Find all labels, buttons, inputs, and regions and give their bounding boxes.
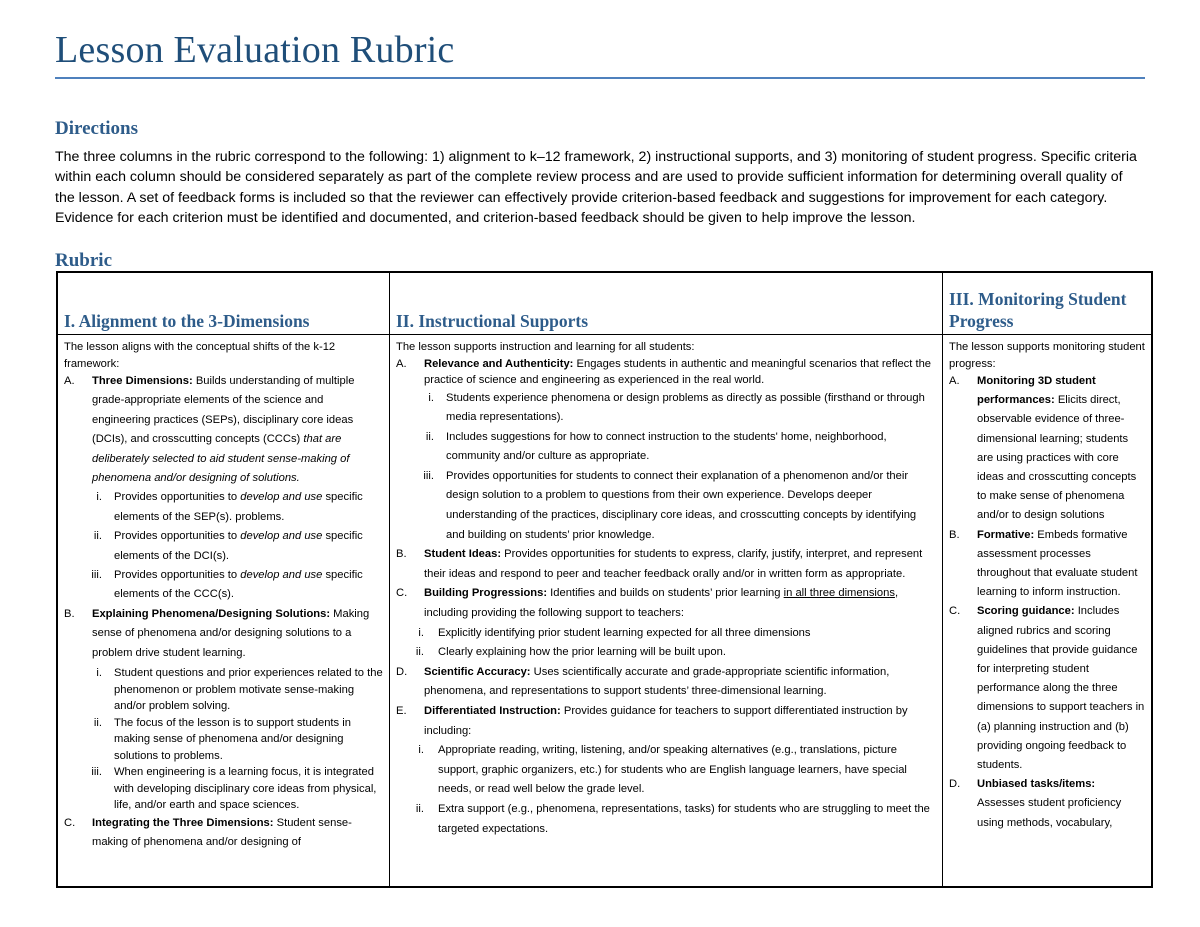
column-body [396, 339, 936, 886]
sub-emphasis: develop and use [240, 491, 323, 504]
criterion-marker: A. [64, 375, 75, 387]
sub-text: The focus of the lesson is to support students in making sense of phenomena and/or designing solutions to problems. [114, 716, 351, 762]
criterion-marker: A. [949, 375, 960, 387]
sub-criterion [64, 488, 383, 527]
criterion-title: Unbiased tasks/items: [977, 778, 1096, 791]
criterion-title: Relevance and Authenticity: [424, 357, 574, 370]
sub-criterion [64, 715, 383, 765]
criterion-marker: B. [396, 548, 407, 561]
sub-criterion [396, 428, 936, 467]
column-body [64, 339, 383, 886]
sub-text: Provides opportunities to [114, 530, 241, 543]
criterion-text: Includes aligned rubrics and scoring guidelines that provide guidance for interpreting student performance along the three dimensions to support teachers in (a) planning instruction and (b) providing ongoing feedback to students. [977, 605, 1145, 772]
criterion-marker: B. [64, 607, 75, 620]
sub-marker: i. [418, 626, 424, 639]
criterion-text: Assesses student proficiency using methods, vocabulary, [977, 797, 1122, 829]
sub-marker: ii. [93, 716, 102, 729]
sub-text: Student questions and prior experiences related to the phenomenon or problem motivate sense-making and/or problem solving. [114, 667, 383, 713]
criterion-marker: B. [949, 528, 960, 541]
sub-criterion [396, 741, 936, 800]
criterion-c [949, 602, 1145, 775]
sub-marker: ii. [415, 646, 424, 659]
sub-criterion [64, 665, 383, 715]
sub-emphasis: develop and use [240, 530, 323, 543]
criterion-title: Explaining Phenomena/Designing Solutions: [92, 607, 331, 620]
criterion-marker: C. [396, 587, 408, 600]
column-heading-instructional-supports: II. Instructional Supports [396, 311, 589, 331]
rubric-table [56, 271, 1153, 888]
sub-emphasis: develop and use [240, 569, 323, 582]
criterion-text: Engages students in authentic and meaningful scenarios that reflect the practice of science and engineering as experienced in the real world. [424, 357, 932, 386]
criterion-underlined-text: in all three dimensions [783, 587, 895, 600]
sub-marker: i. [96, 491, 102, 504]
criterion-title: Monitoring 3D student performances: [977, 375, 1096, 407]
criterion-title: Formative: [977, 528, 1035, 541]
criterion-text: Provides guidance for teachers to support differentiated instruction by including: [424, 705, 908, 737]
criterion-a [396, 356, 936, 389]
criterion-a [64, 372, 383, 488]
criterion-text: Provides opportunities for students to express, clarify, justify, interpret, and represent their ideas and respond to peer and teacher feedback orally and/or in written form as appropriate. [424, 548, 923, 580]
sub-marker: ii. [425, 430, 434, 443]
criterion-title: Integrating the Three Dimensions: [92, 816, 274, 829]
column-header [58, 273, 389, 335]
page-title: Lesson Evaluation Rubric [55, 29, 455, 71]
criterion-text: Embeds formative assessment processes throughout that evaluate student learning to inform instruction. [977, 528, 1138, 599]
criterion-title: Differentiated Instruction: [424, 705, 561, 717]
column-header [943, 273, 1151, 335]
criterion-c [396, 584, 936, 623]
column-intro: The lesson supports instruction and learning for all students: [396, 341, 695, 353]
sub-criterion [396, 800, 936, 839]
criterion-marker: C. [949, 605, 961, 618]
criterion-a [949, 372, 1145, 526]
sub-marker: ii. [415, 802, 424, 815]
criterion-marker: D. [949, 778, 961, 791]
criterion-title: Three Dimensions: [92, 375, 193, 387]
sub-text: Extra support (e.g., phenomena, representations, tasks) for students who are struggling to meet the targeted expectations. [438, 802, 930, 835]
sub-marker: ii. [93, 530, 102, 543]
criterion-d [949, 775, 1145, 833]
sub-marker: i. [428, 391, 434, 404]
criterion-text: Uses scientifically accurate and grade-appropriate scientific information, phenomena, and representations to support students’ three-dimensional learning. [424, 665, 890, 698]
criterion-c [64, 814, 383, 853]
column-intro: The lesson aligns with the conceptual shifts of the k-12 framework: [64, 341, 336, 370]
criterion-text: Identifies and builds on students’ prior learning [547, 587, 784, 600]
sub-marker: i. [418, 744, 424, 757]
column-body [949, 339, 1145, 886]
criterion-title: Building Progressions: [424, 587, 548, 600]
sub-text: Provides opportunities to [114, 569, 241, 582]
sub-text: Explicitly identifying prior student learning expected for all three dimensions [438, 626, 811, 639]
sub-text: When engineering is a learning focus, it is integrated with developing disciplinary core ideas from physical, life, and/or earth and space sciences. [114, 766, 377, 812]
criterion-title: Scientific Accuracy: [424, 665, 531, 678]
sub-text: Includes suggestions for how to connect instruction to the students' home, neighborhood, community and/or culture as appropriate. [446, 430, 887, 463]
criterion-marker: C. [64, 816, 76, 829]
criterion-marker: D. [396, 665, 408, 678]
criterion-text: Elicits direct, observable evidence of three-dimensional learning; students are using practices with core ideas and crosscutting concepts to make sense of phenomena and/or to design solutions [977, 394, 1137, 522]
criterion-text: Student sense-making of phenomena and/or designing of [92, 816, 352, 848]
criterion-title: Student Ideas: [424, 548, 502, 561]
sub-text: Provides opportunities to [114, 491, 241, 504]
sub-text: specific elements of the DCI(s). [114, 530, 363, 562]
sub-text: Appropriate reading, writing, listening, and/or speaking alternatives (e.g., translations, picture support, graphic organizers, etc.) for students who are English language learners, have special needs, or read well below the grade level. [438, 744, 907, 796]
sub-text: specific elements of the SEP(s). problems. [114, 491, 363, 523]
criterion-title: Scoring guidance: [977, 605, 1075, 618]
criterion-b [396, 545, 936, 584]
criterion-text: Making sense of phenomena and/or designing solutions to a problem drive student learning. [92, 607, 370, 659]
sub-marker: iii. [91, 766, 102, 779]
column-intro: The lesson supports monitoring student progress: [949, 341, 1145, 370]
sub-criterion [396, 467, 936, 545]
rubric-column-instructional-supports [390, 273, 943, 886]
sub-criterion [64, 527, 383, 566]
rubric-heading: Rubric [55, 250, 112, 271]
directions-heading: Directions [55, 118, 139, 139]
criterion-d [396, 663, 936, 702]
title-divider [55, 77, 1145, 79]
criterion-b [64, 605, 383, 663]
sub-criterion [396, 624, 936, 644]
criterion-marker: A. [396, 357, 407, 370]
sub-marker: iii. [423, 469, 434, 482]
rubric-column-alignment [58, 273, 390, 886]
directions-text: The three columns in the rubric correspond to the following: 1) alignment to k–12 framework, 2) instructional supports, and 3) monitoring of student progress. Specific criteria within each column should be considered separately as part of the complete review process and are used to provide sufficient information for determining overall quality of the lesson. A set of feedback forms is included so that the reviewer can effectively provide criterion-based feedback and suggestions for improvement for each category. Evidence for each criterion must be identified and documented, and criterion-based feedback should be given to help improve the lesson. [55, 149, 1137, 227]
criterion-marker: E. [396, 705, 407, 717]
sub-criterion [396, 643, 936, 663]
criterion-b [949, 526, 1145, 603]
sub-text: specific elements of the CCC(s). [114, 569, 363, 601]
sub-text: Students experience phenomena or design problems as directly as possible (firsthand or through media representations). [446, 391, 925, 424]
criterion-text: , including providing the following support to teachers: [424, 587, 899, 620]
rubric-column-monitoring [943, 273, 1151, 886]
criterion-italic-text: that are deliberately selected to aid student sense-making of phenomena and/or designing of solutions. [92, 433, 350, 485]
column-heading-alignment: I. Alignment to the 3-Dimensions [64, 311, 310, 331]
sub-criterion [64, 566, 383, 605]
column-heading-monitoring: III. Monitoring Student Progress [949, 289, 1127, 331]
sub-text: Provides opportunities for students to connect their explanation of a phenomenon and/or their design solution to a problem to questions from their own experience. Develops deeper understanding of the practices, disciplinary core ideas, and crosscutting concepts by identifying and building on students’ prior knowledge. [446, 469, 917, 541]
criterion-text: Builds understanding of multiple grade-appropriate elements of the science and engineering practices (SEPs), disciplinary core ideas (DCIs), and crosscutting concepts (CCCs) [92, 375, 355, 446]
sub-criterion [396, 389, 936, 428]
sub-criterion [64, 764, 383, 814]
column-header [390, 273, 942, 335]
criterion-e [396, 702, 936, 741]
sub-marker: iii. [91, 569, 102, 582]
sub-text: Clearly explaining how the prior learning will be built upon. [438, 646, 726, 659]
sub-marker: i. [96, 667, 102, 680]
